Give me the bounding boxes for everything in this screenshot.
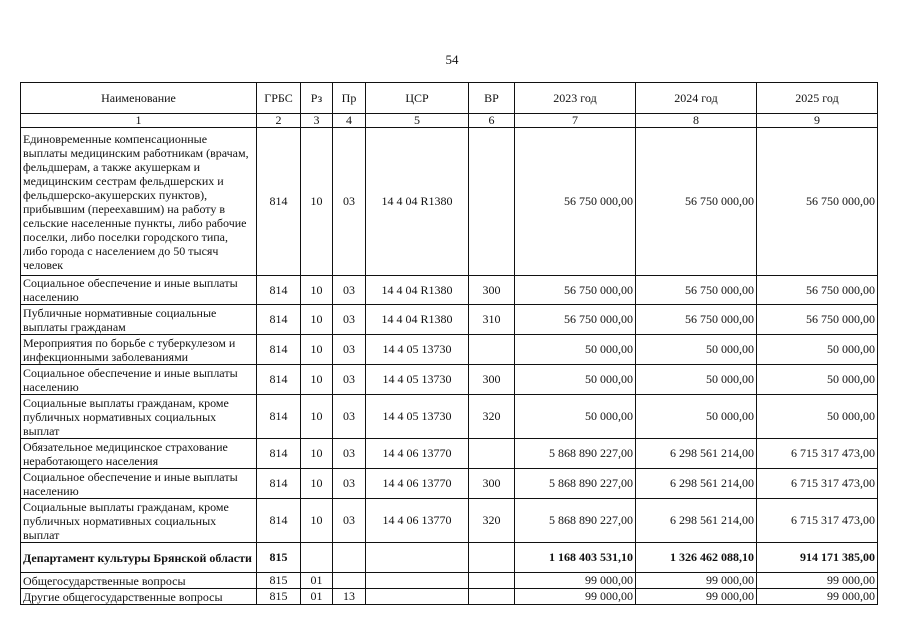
column-number: 9 — [757, 114, 878, 128]
row-amount-2023: 99 000,00 — [515, 589, 636, 605]
row-grbs: 814 — [257, 395, 301, 439]
row-csr — [366, 543, 469, 573]
row-amount-2025: 6 715 317 473,00 — [757, 499, 878, 543]
row-amount-2024: 6 298 561 214,00 — [636, 469, 757, 499]
row-amount-2025: 50 000,00 — [757, 365, 878, 395]
row-amount-2023: 56 750 000,00 — [515, 305, 636, 335]
row-csr: 14 4 04 R1380 — [366, 276, 469, 305]
row-name: Общегосударственные вопросы — [21, 573, 257, 589]
row-rz: 10 — [301, 469, 333, 499]
column-number: 1 — [21, 114, 257, 128]
row-grbs: 814 — [257, 469, 301, 499]
table-row — [21, 395, 878, 439]
header-pr: Пр — [333, 83, 366, 114]
row-amount-2025: 56 750 000,00 — [757, 305, 878, 335]
row-name: Социальное обеспечение и иные выплаты населению — [21, 365, 257, 395]
row-amount-2023: 5 868 890 227,00 — [515, 499, 636, 543]
row-amount-2024: 50 000,00 — [636, 335, 757, 365]
header-vr: ВР — [469, 83, 515, 114]
row-name: Мероприятия по борьбе с туберкулезом и инфекционными заболеваниями — [21, 335, 257, 365]
row-pr: 03 — [333, 439, 366, 469]
row-csr: 14 4 06 13770 — [366, 469, 469, 499]
row-rz: 10 — [301, 395, 333, 439]
table-row — [21, 573, 878, 589]
row-amount-2025: 99 000,00 — [757, 589, 878, 605]
row-amount-2025: 914 171 385,00 — [757, 543, 878, 573]
row-grbs: 814 — [257, 365, 301, 395]
row-rz: 10 — [301, 365, 333, 395]
header-grbs: ГРБС — [257, 83, 301, 114]
row-amount-2024: 50 000,00 — [636, 395, 757, 439]
row-amount-2024: 99 000,00 — [636, 589, 757, 605]
row-csr: 14 4 04 R1380 — [366, 128, 469, 276]
row-grbs: 814 — [257, 276, 301, 305]
row-vr — [469, 335, 515, 365]
column-number: 7 — [515, 114, 636, 128]
row-pr: 03 — [333, 335, 366, 365]
row-amount-2024: 56 750 000,00 — [636, 276, 757, 305]
row-rz: 01 — [301, 589, 333, 605]
row-grbs: 815 — [257, 543, 301, 573]
header-row — [21, 83, 878, 114]
row-pr: 03 — [333, 128, 366, 276]
row-amount-2024: 99 000,00 — [636, 573, 757, 589]
row-amount-2024: 50 000,00 — [636, 365, 757, 395]
header-name: Наименование — [21, 83, 257, 114]
row-vr: 300 — [469, 276, 515, 305]
column-number: 6 — [469, 114, 515, 128]
row-vr — [469, 128, 515, 276]
row-vr — [469, 589, 515, 605]
column-number: 8 — [636, 114, 757, 128]
row-amount-2023: 99 000,00 — [515, 573, 636, 589]
row-amount-2024: 6 298 561 214,00 — [636, 439, 757, 469]
row-pr: 03 — [333, 395, 366, 439]
row-pr: 03 — [333, 469, 366, 499]
table-row — [21, 439, 878, 469]
table-row — [21, 365, 878, 395]
header-csr: ЦСР — [366, 83, 469, 114]
row-pr — [333, 573, 366, 589]
row-csr: 14 4 06 13770 — [366, 439, 469, 469]
table-row — [21, 499, 878, 543]
row-grbs: 814 — [257, 335, 301, 365]
row-csr — [366, 573, 469, 589]
row-grbs: 814 — [257, 128, 301, 276]
row-vr: 300 — [469, 469, 515, 499]
row-amount-2024: 56 750 000,00 — [636, 128, 757, 276]
row-vr — [469, 543, 515, 573]
row-amount-2024: 56 750 000,00 — [636, 305, 757, 335]
row-vr: 310 — [469, 305, 515, 335]
table-row — [21, 128, 878, 276]
table-row-department — [21, 543, 878, 573]
row-name: Департамент культуры Брянской области — [21, 543, 257, 573]
row-pr — [333, 543, 366, 573]
column-number: 2 — [257, 114, 301, 128]
row-name: Социальные выплаты гражданам, кроме публичных нормативных социальных выплат — [21, 395, 257, 439]
row-pr: 03 — [333, 499, 366, 543]
row-rz: 10 — [301, 335, 333, 365]
row-rz: 10 — [301, 305, 333, 335]
row-amount-2025: 50 000,00 — [757, 395, 878, 439]
row-vr — [469, 439, 515, 469]
row-amount-2023: 50 000,00 — [515, 335, 636, 365]
row-rz: 10 — [301, 499, 333, 543]
row-name: Единовременные компенсационные выплаты медицинским работникам (врачам, фельдшерам, а также акушеркам и медицинским сестрам фельдшерских и фельдшерско-акушерских пунктов), прибывшим (переехавшим) на работу в сельские населенные пункты, либо рабочие поселки, либо поселки городского типа, либо города с населением до 50 тысяч человек — [21, 128, 257, 276]
row-amount-2025: 99 000,00 — [757, 573, 878, 589]
table-row — [21, 469, 878, 499]
page-number: 54 — [445, 52, 459, 67]
row-amount-2025: 6 715 317 473,00 — [757, 439, 878, 469]
row-rz: 01 — [301, 573, 333, 589]
row-vr: 300 — [469, 365, 515, 395]
table-row — [21, 589, 878, 605]
row-csr: 14 4 06 13770 — [366, 499, 469, 543]
row-amount-2025: 56 750 000,00 — [757, 128, 878, 276]
row-rz: 10 — [301, 439, 333, 469]
row-name: Обязательное медицинское страхование неработающего населения — [21, 439, 257, 469]
row-vr — [469, 573, 515, 589]
row-vr: 320 — [469, 395, 515, 439]
row-amount-2025: 56 750 000,00 — [757, 276, 878, 305]
row-amount-2023: 5 868 890 227,00 — [515, 439, 636, 469]
row-amount-2023: 56 750 000,00 — [515, 276, 636, 305]
header-2023: 2023 год — [515, 83, 636, 114]
row-csr: 14 4 05 13730 — [366, 365, 469, 395]
row-amount-2023: 56 750 000,00 — [515, 128, 636, 276]
row-name: Другие общегосударственные вопросы — [21, 589, 257, 605]
row-name: Социальные выплаты гражданам, кроме публичных нормативных социальных выплат — [21, 499, 257, 543]
row-name: Социальное обеспечение и иные выплаты населению — [21, 276, 257, 305]
row-grbs: 814 — [257, 305, 301, 335]
row-amount-2025: 50 000,00 — [757, 335, 878, 365]
table-row — [21, 305, 878, 335]
row-name: Социальное обеспечение и иные выплаты населению — [21, 469, 257, 499]
row-csr: 14 4 05 13730 — [366, 335, 469, 365]
table-row — [21, 276, 878, 305]
row-grbs: 815 — [257, 573, 301, 589]
header-2024: 2024 год — [636, 83, 757, 114]
column-number-row — [21, 114, 878, 128]
row-rz — [301, 543, 333, 573]
row-pr: 13 — [333, 589, 366, 605]
row-amount-2024: 1 326 462 088,10 — [636, 543, 757, 573]
row-csr — [366, 589, 469, 605]
header-2025: 2025 год — [757, 83, 878, 114]
row-amount-2023: 1 168 403 531,10 — [515, 543, 636, 573]
row-vr: 320 — [469, 499, 515, 543]
row-pr: 03 — [333, 365, 366, 395]
row-amount-2025: 6 715 317 473,00 — [757, 469, 878, 499]
column-number: 4 — [333, 114, 366, 128]
table-row — [21, 335, 878, 365]
row-amount-2023: 5 868 890 227,00 — [515, 469, 636, 499]
row-grbs: 814 — [257, 439, 301, 469]
row-amount-2023: 50 000,00 — [515, 365, 636, 395]
budget-table — [20, 82, 878, 605]
row-rz: 10 — [301, 276, 333, 305]
row-pr: 03 — [333, 305, 366, 335]
column-number: 5 — [366, 114, 469, 128]
row-grbs: 814 — [257, 499, 301, 543]
row-pr: 03 — [333, 276, 366, 305]
header-rz: Рз — [301, 83, 333, 114]
row-amount-2024: 6 298 561 214,00 — [636, 499, 757, 543]
row-csr: 14 4 04 R1380 — [366, 305, 469, 335]
row-csr: 14 4 05 13730 — [366, 395, 469, 439]
row-rz: 10 — [301, 128, 333, 276]
row-name: Публичные нормативные социальные выплаты гражданам — [21, 305, 257, 335]
row-amount-2023: 50 000,00 — [515, 395, 636, 439]
row-grbs: 815 — [257, 589, 301, 605]
column-number: 3 — [301, 114, 333, 128]
